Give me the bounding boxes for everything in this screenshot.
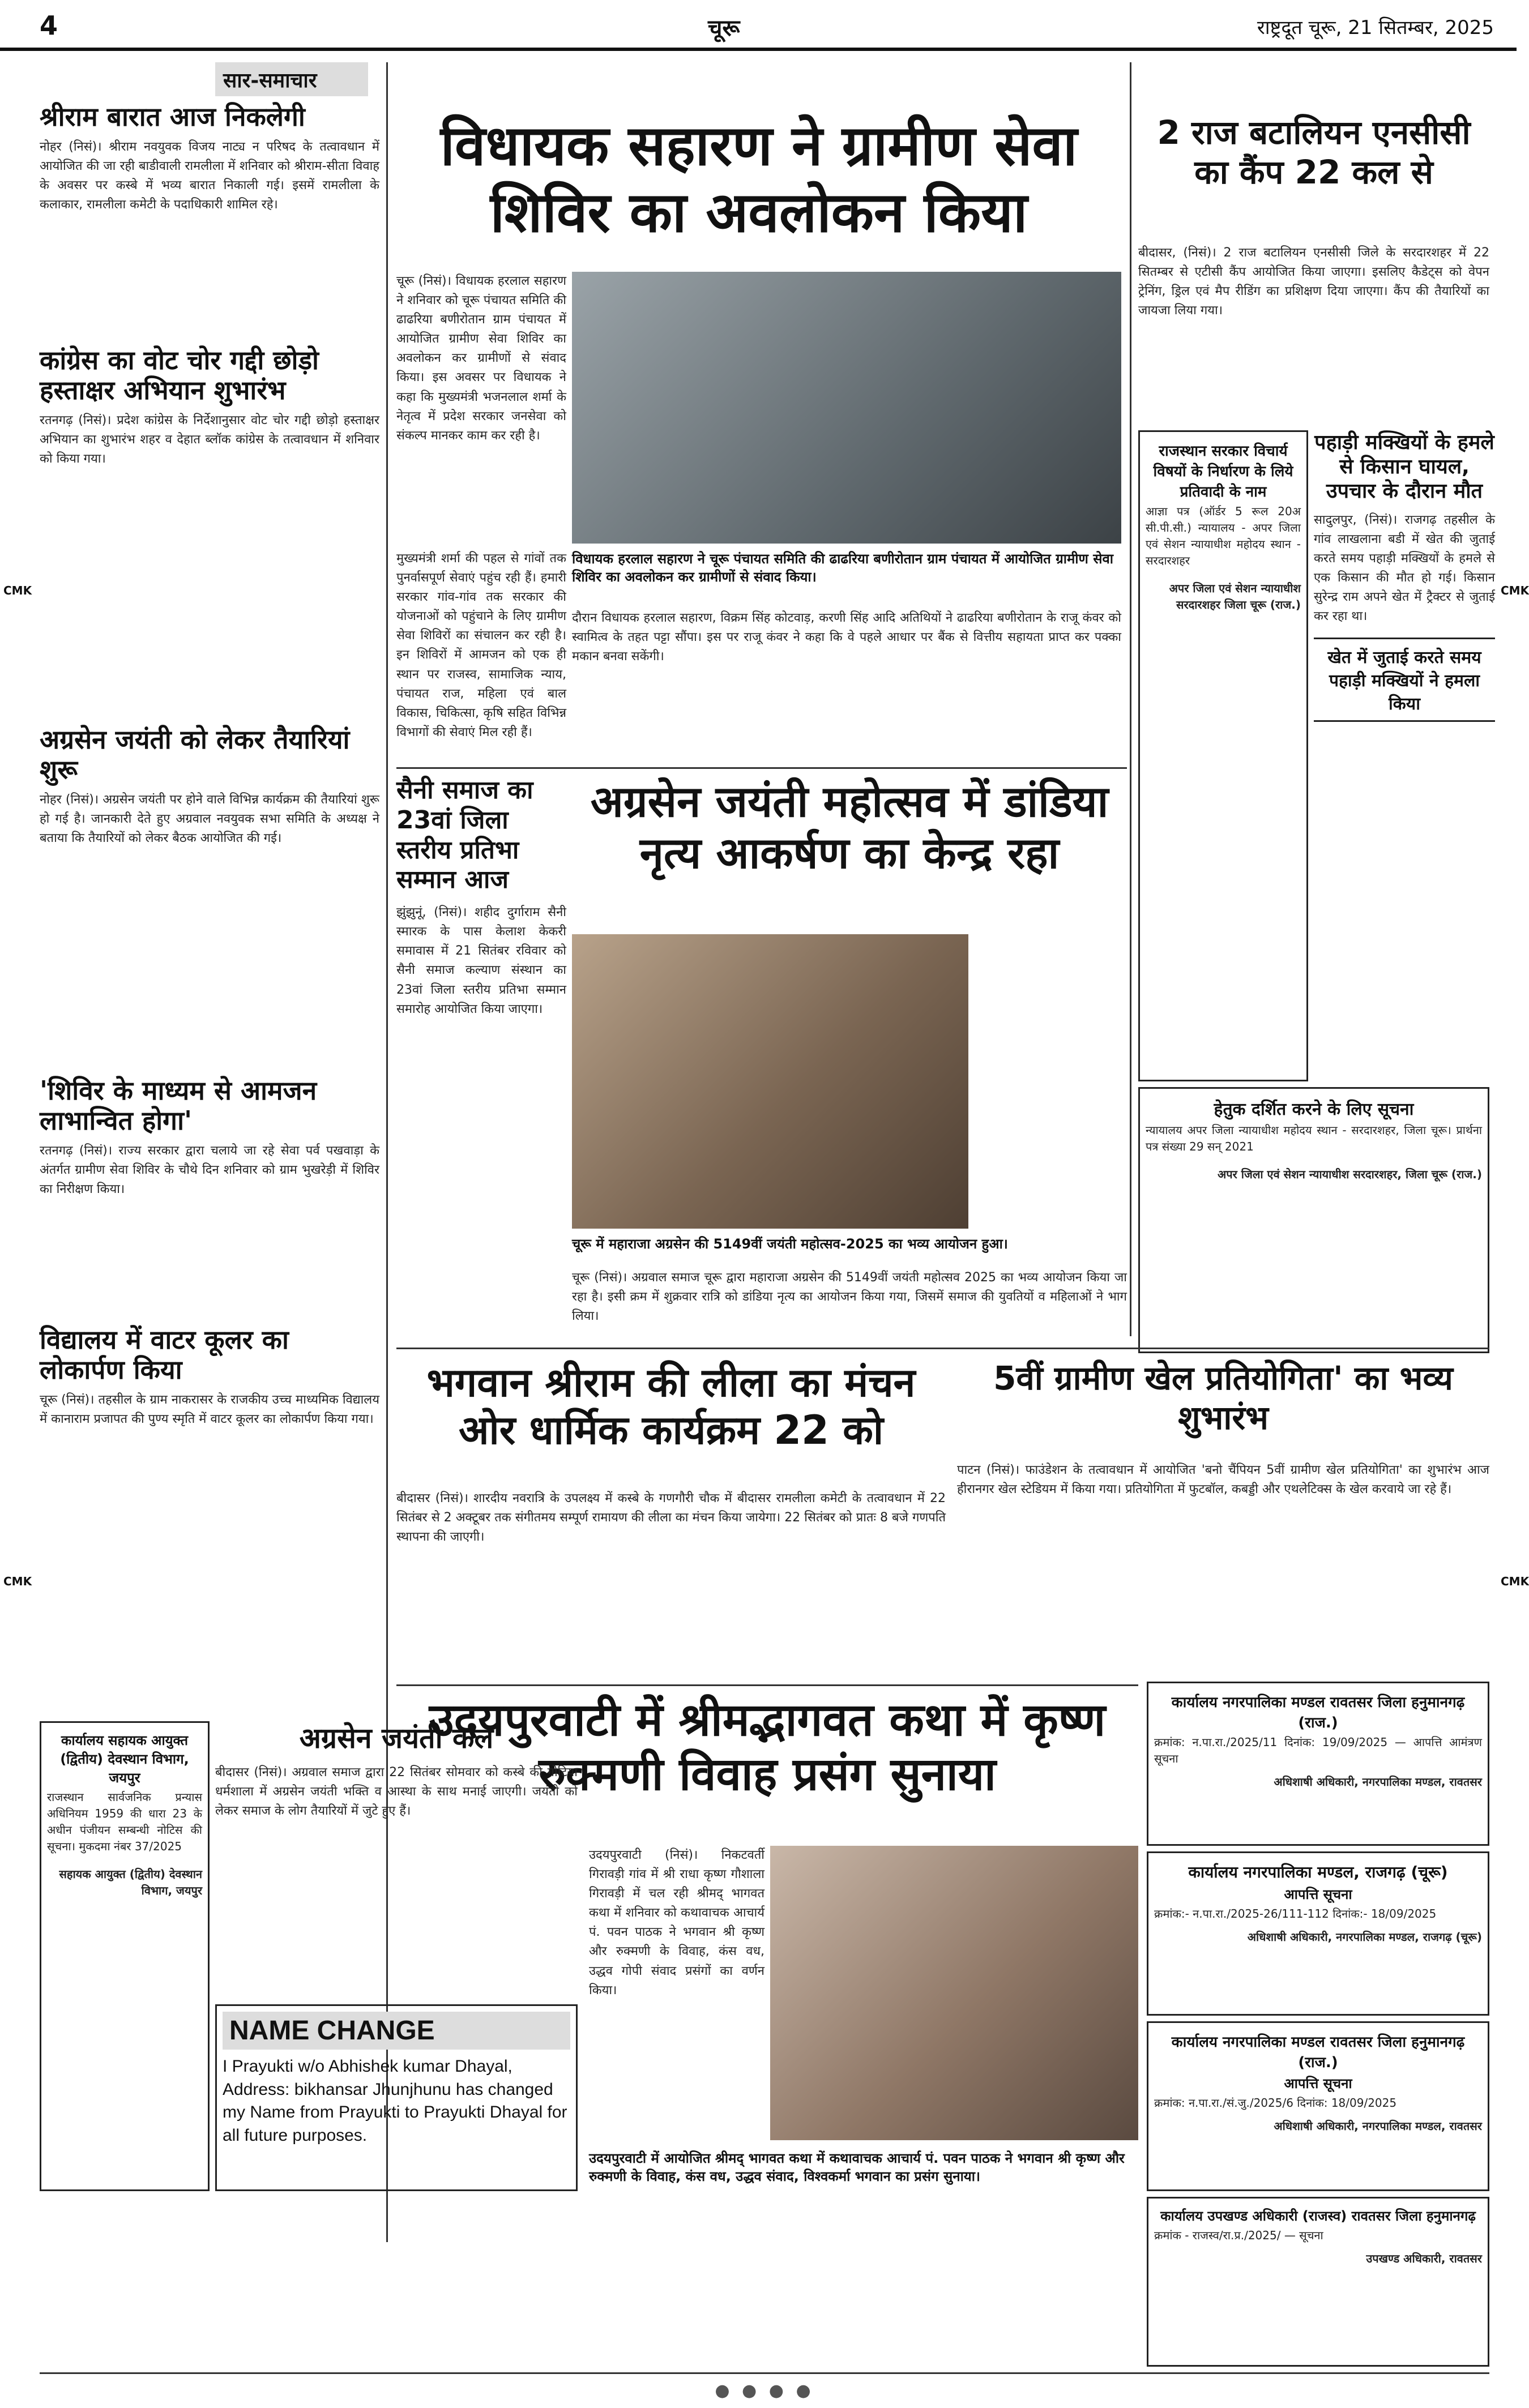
sports-body-text: पाटन (निसं)। फाउंडेशन के तत्वावधान में आयोजित 'बनो चैंपियन 5वीं ग्रामीण खेल प्रतियोगिता' का शुभारंभ आज हीरानगर खेल स्टेडियम में किया गया। प्रतियोगिता में फुटबॉल, कबड्डी और एथलेटिक्स के खेल करवाये जा रहे हैं।: [957, 1463, 1489, 1497]
notice-last: [1147, 2197, 1489, 2367]
notice-sahayak: [40, 1721, 210, 2191]
notice-body: आज्ञा पत्र (ऑर्डर 5 रूल 20अ सी.पी.सी.) न्यायालय - अपर जिला एवं सेशन न्यायाधीश महोदय स्थान - सरदारशहर: [1146, 504, 1301, 567]
agrasen-headline-box: [572, 776, 1127, 929]
honey-bee-pullquote: [1314, 638, 1495, 722]
notice-body: राजस्थान सार्वजनिक प्रन्यास अधिनियम 1959 की धारा 23 के अधीन पंजीयन सम्बन्धी नोटिस की सूचना। मुकदमा नंबर 37/2025: [47, 1790, 202, 1853]
saini-story: [396, 776, 566, 1342]
notice-hanumangarh: [1147, 1682, 1489, 1846]
sports-body: [957, 1461, 1489, 1676]
column-divider: [1130, 62, 1131, 1336]
agrasen-kal-story: [215, 1721, 578, 1993]
story-agrasen-preparations: [40, 725, 379, 1064]
notice-sign: उपखण्ड अधिकारी, रावतसर: [1366, 2252, 1482, 2265]
row-divider: [396, 767, 1127, 769]
ncc-headline-box: [1138, 113, 1489, 238]
page-number: 4: [40, 10, 58, 41]
pullquote-text: खेत में जुताई करते समय पहाड़ी मक्खियों ने हमला किया: [1327, 648, 1481, 715]
agrasen-photo: [572, 934, 968, 1229]
notice-sign: अपर जिला एवं सेशन न्यायाधीश सरदारशहर, जिला चूरू (राज.): [1218, 1167, 1482, 1181]
name-change-ad: [215, 2004, 578, 2191]
name-change-text: I Prayukti w/o Abhishek kumar Dhayal, Address: bikhansar Jhunjhunu has changed my Name from Prayukti to Prayukti Dhayal for all future purposes.: [223, 2057, 567, 2145]
notice-hanumangarh-2: [1147, 2021, 1489, 2191]
paper-name: चूरू: [708, 15, 740, 41]
notice-title: कार्यालय नगरपालिका मण्डल रावतसर जिला हनुमानगढ़ (राज.): [1171, 1694, 1465, 1731]
honey-bee-headline: पहाड़ी मक्खियों के हमले से किसान घायल, उपचार के दौरान मौत: [1314, 431, 1494, 503]
notice-rajgarh: [1147, 1851, 1489, 2016]
story-body: चूरू (निसं)। तहसील के ग्राम नाकरासर के राजकीय उच्च माध्यमिक विद्यालय में कानाराम प्रजापत की पुण्य स्मृति में वाटर कूलर का लोकार्पण किया गया।: [40, 1392, 379, 1426]
left-margin-mark: CMK: [3, 584, 32, 597]
story-title: श्रीराम बारात आज निकलेगी: [40, 101, 305, 132]
agrasen-body: [572, 1268, 1127, 1342]
notice-body: न्यायालय अपर जिला न्यायाधीश महोदय स्थान - सरदारशहर, जिला चूरू। प्रार्थना पत्र संख्या 29 सन् 2021: [1146, 1123, 1482, 1153]
notice-sign: अपर जिला एवं सेशन न्यायाधीश सरदारशहर जिला चूरू (राज.): [1169, 581, 1301, 611]
lead-body-text-3: दौरान विधायक हरलाल सहारण, विक्रम सिंह कोटवाड़, करणी सिंह आदि अतिथियों ने ढाढरिया बणीरोतान के राजू कंवर को स्वामित्व के तहत पट्टा सौंपा। इस पर राजू कंवर ने कहा कि वे पहले आधार पर बैंक से वित्तीय सहायता प्राप्त कर पक्का मकान बनवा सकेंगी।: [572, 611, 1121, 664]
honey-bee-body: सादुलपुर, (निसं)। राजगढ़ तहसील के गांव लाखलाना बडी में खेत की जुताई करते समय पहाड़ी मक्खियों के हमले से एक किसान की मौत हो गई। किसान सुरेन्द्र राम अपने खेत में ट्रैक्टर से जुताई कर रहा था।: [1314, 512, 1495, 624]
notice-title: कार्यालय उपखण्ड अधिकारी (राजस्व) रावतसर जिला हनुमानगढ़: [1160, 2208, 1476, 2224]
bhagwat-body-text: उदयपुरवाटी (निसं)। निकटवर्ती गिरावड़ी गांव में श्री राधा कृष्ण गौशाला गिरावड़ी में चल रही श्रीमद् भागवत कथा में शनिवार को कथावाचक आचार्य पं. पवन पाठक ने भगवान श्री कृष्ण और रुक्मणी के विवाह, कंस वध, उद्धव गोपी संवाद प्रसंगों का वर्णन किया।: [589, 1848, 764, 1998]
name-change-title: NAME CHANGE: [223, 2012, 570, 2050]
page-header: [0, 0, 1517, 51]
notice-title: हेतुक दर्शित करने के लिए सूचना: [1214, 1100, 1414, 1119]
story-title: कांग्रेस का वोट चोर गद्दी छोड़ो हस्ताक्षर अभियान शुभारंभ: [40, 345, 319, 405]
story-body: रतनगढ़ (निसं)। प्रदेश कांग्रेस के निर्देशानुसार वोट चोर गद्दी छोड़ो हस्ताक्षर अभियान का शुभारंभ शहर व देहात ब्लॉक कांग्रेस के तत्वावधान में शनिवार को किया गया।: [40, 413, 379, 466]
bhagwat-headline: उदयपुरवाटी में श्रीमद्भागवत कथा में कृष्ण रुक्मणी विवाह प्रसंग सुनाया: [429, 1693, 1106, 1800]
notice-title: कार्यालय सहायक आयुक्त (द्वितीय) देवस्थान विभाग, जयपुर: [60, 1733, 189, 1786]
ncc-body: [1138, 243, 1489, 430]
agrasen-body-text: चूरू (निसं)। अग्रवाल समाज चूरू द्वारा महाराजा अग्रसेन की 5149वीं जयंती महोत्सव 2025 का भव्य आयोजन किया जा रहा है। इसी क्रम में शुक्रवार रात्रि को डांडिया नृत्य का आयोजन किया गया, जिसमें समाज की युवतियों व महिलाओं ने भाग लिया।: [572, 1271, 1127, 1324]
lead-body-text-2: मुख्यमंत्री शर्मा की पहल से गांवों तक पुनर्वासपूर्ण सेवाएं पहुंच रही हैं। हमारी सरकार गांव-गांव तक सरकार की योजनाओं को पहुंचाने के लिए ग्रामीण सेवा शिविरों का संचालन कर रही है। इन शिविरों में आमजन को एक ही स्थान पर राजस्व, सामाजिक न्याय, पंचायत राज, महिला एवं बाल विकास, चिकित्सा, कृषि सहित विभिन्न विभागों की सेवाएं मिल रही हैं।: [396, 551, 566, 739]
bhagwat-caption: उदयपुरवाटी में आयोजित श्रीमद् भागवत कथा में कथावाचक आचार्य पं. पवन पाठक ने भगवान श्री कृष्ण और रुक्मणी के विवाह, कंस वध, उद्धव संवाद, विश्वकर्मा भगवान का प्रसंग सुनाया।: [589, 2150, 1125, 2185]
notice-title: कार्यालय नगरपालिका मण्डल, राजगढ़ (चूरू): [1188, 1863, 1448, 1881]
story-congress: [40, 345, 379, 713]
ramleela-body: [396, 1489, 946, 1676]
bhagwat-photo: [770, 1846, 1138, 2140]
lead-body-3: [572, 609, 1121, 762]
section-label-text: सार-समाचार: [223, 69, 317, 92]
lead-caption-box: [572, 546, 1121, 603]
notice-body: क्रमांक: न.पा.रा./2025/11 दिनांक: 19/09/2025 — आपत्ति आमंत्रण सूचना: [1154, 1735, 1482, 1765]
notice-sarkar: [1138, 430, 1308, 1081]
notice-sign: अधिशाषी अधिकारी, नगरपालिका मण्डल, रावतसर: [1274, 2119, 1482, 2133]
notice-sign: अधिशाषी अधिकारी, नगरपालिका मण्डल, राजगढ़ (चूरू): [1247, 1930, 1482, 1944]
row-divider: [396, 1684, 1138, 1686]
lead-headline: विधायक सहारण ने ग्रामीण सेवा शिविर का अवलोकन किया: [440, 114, 1078, 245]
ncc-headline: 2 राज बटालियन एनसीसी का कैंप 22 कल से: [1157, 113, 1471, 191]
agrasen-caption: चूरू में महाराजा अग्रसेन की 5149वीं जयंती महोत्सव-2025 का भव्य आयोजन हुआ।: [572, 1236, 1008, 1252]
story-shivir: [40, 1076, 379, 1314]
right-margin-mark: CMK: [1501, 584, 1529, 597]
left-margin-mark-2: CMK: [3, 1575, 32, 1588]
lead-caption: विधायक हरलाल सहारण ने चूरू पंचायत समिति की ढाढरिया बणीरोतान ग्राम पंचायत में आयोजित ग्रामीण सेवा शिविर का अवलोकन कर ग्रामीणों से संवाद किया।: [572, 551, 1114, 585]
sports-headline-box: [957, 1359, 1489, 1455]
story-body: नोहर (निसं)। श्रीराम नवयुवक विजय नाट्य न परिषद के तत्वावधान में आयोजित की जा रही बाडीवाली रामलीला में शनिवार को श्रीराम-सीता विवाह के अवसर पर कस्बे में भव्य बारात निकाली गई। इसमें रामलीला के कलाकार, रामलीला कमेटी के पदाधिकारी शामिल रहे।: [40, 139, 379, 212]
row-divider: [396, 1348, 1489, 1349]
lead-body-text: चूरू (निसं)। विधायक हरलाल सहारण ने शनिवार को चूरू पंचायत समिति की ढाढरिया बणीरोतान ग्राम पंचायत में आयोजित ग्रामीण सेवा शिविर का अवलोकन कर ग्रामीणों से संवाद किया। इस अवसर पर विधायक ने कहा कि मुख्यमंत्री भजनलाल शर्मा के नेतृत्व में प्रदेश सरकार जनसेवा को संकल्प मानकर काम कर रही है।: [396, 274, 566, 443]
notice-title: कार्यालय नगरपालिका मण्डल रावतसर जिला हनुमानगढ़ (राज.): [1171, 2034, 1465, 2071]
notice-subtitle: आपत्ति सूचना: [1284, 2076, 1352, 2092]
honey-bee-story: [1314, 430, 1495, 1081]
saini-body: झुंझुनूं, (निसं)। शहीद दुर्गाराम सैनी स्मारक के पास केलाश केकरी समावास में 21 सितंबर रविवार को सैनी समाज कल्याण संस्थान का 23वां जिला स्तरीय प्रतिभा सम्मान समारोह आयोजित किया जाएगा।: [396, 905, 566, 1016]
story-water-cooler: [40, 1325, 379, 1540]
story-title: विद्यालय में वाटर कूलर का लोकार्पण किया: [40, 1324, 289, 1385]
lead-photo: [572, 272, 1121, 544]
section-label: [215, 62, 368, 96]
story-ram-barat: [40, 102, 379, 334]
notice-subtitle: आपत्ति सूचना: [1284, 1887, 1352, 1902]
edition-date: राष्ट्रदूत चूरू, 21 सितम्बर, 2025: [1257, 16, 1494, 39]
saini-headline: सैनी समाज का 23वां जिला स्तरीय प्रतिभा सम्मान आज: [396, 776, 533, 895]
lead-body-1: [396, 272, 566, 544]
notice-hetuk: [1138, 1087, 1489, 1353]
footer-rule: [40, 2372, 1489, 2374]
sports-headline: 5वीं ग्रामीण खेल प्रतियोगिता' का भव्य शुभारंभ: [993, 1359, 1453, 1437]
left-column: [40, 102, 379, 1529]
story-title: अग्रसेन जयंती को लेकर तैयारियां शुरू: [40, 724, 350, 785]
story-title: 'शिविर के माध्यम से आमजन लाभान्वित होगा': [40, 1075, 317, 1136]
right-margin-mark-2: CMK: [1501, 1575, 1529, 1588]
lead-headline-box: [396, 113, 1121, 260]
ramleela-body-text: बीदासर (निसं)। शारदीय नवरात्रि के उपलक्ष्य में कस्बे के गणगौरी चौक में बीदासर रामलीला कमेटी के तत्वावधान में 22 सितंबर से 2 अक्टूबर तक संगीतमय सम्पूर्ण रामायण की लीला का मंचन किया जायेगा। 22 सितंबर को प्रातः 8 बजे गणपति स्थापना की जाएगी।: [396, 1491, 946, 1545]
footer-dots: ● ● ● ●: [715, 2381, 814, 2401]
ramleela-headline-box: [396, 1359, 946, 1483]
story-body: रतनगढ़ (निसं)। राज्य सरकार द्वारा चलाये जा रहे सेवा पर्व पखवाड़ा के अंतर्गत ग्रामीण सेवा शिविर के चौथे दिन शनिवार को ग्राम भुखरेड़ी में शिविर का निरीक्षण किया।: [40, 1143, 379, 1196]
bhagwat-caption-box: [589, 2146, 1138, 2191]
lead-body-2: [396, 549, 566, 764]
notice-sign: सहायक आयुक्त (द्वितीय) देवस्थान विभाग, जयपुर: [59, 1867, 202, 1897]
notice-body: क्रमांक - राजस्व/रा.प्र./2025/ — सूचना: [1154, 2229, 1323, 2242]
agrasen-kal-body: बीदासर (निसं)। अग्रवाल समाज द्वारा 22 सितंबर सोमवार को कस्बे की गोटिया धर्मशाला में अग्रसेन जयंती भक्ति व आस्था के साथ मनाई जाएगी। जयंती को लेकर समाज के लोग तैयारियों में जुटे हुए हैं।: [215, 1765, 578, 1819]
notice-body: क्रमांक: न.पा.रा./सं.जु./2025/6 दिनांक: 18/09/2025: [1154, 2096, 1397, 2110]
story-body: नोहर (निसं)। अग्रसेन जयंती पर होने वाले विभिन्न कार्यक्रम की तैयारियां शुरू हो गई है। जानकारी देते हुए अग्रवाल नवयुवक सभा समिति के अध्यक्ष ने बताया कि तैयारियों को लेकर बैठक आयोजित की गई।: [40, 792, 379, 845]
ncc-body-text: बीदासर, (निसं)। 2 राज बटालियन एनसीसी जिले के सरदारशहर में 22 सितम्बर से एटीसी कैंप आयोजित किया जाएगा। इसलिए कैडेट्स को वेपन ट्रेनिंग, ड्रिल एवं मैप रीडिंग का प्रशिक्षण दिया जाएगा। कैंप की तैयारियों का जायजा लिया गया।: [1138, 246, 1489, 318]
notice-body: क्रमांक:- न.पा.रा./2025-26/111-112 दिनांक:- 18/09/2025: [1154, 1907, 1437, 1921]
agrasen-headline: अग्रसेन जयंती महोत्सव में डांडिया नृत्य आकर्षण का केन्द्र रहा: [590, 776, 1109, 879]
notice-title: राजस्थान सरकार विचार्य विषयों के निर्धारण के लिये प्रतिवादी के नाम: [1153, 443, 1293, 501]
agrasen-caption-box: [572, 1231, 1127, 1265]
notice-sign: अधिशाषी अधिकारी, नगरपालिका मण्डल, रावतसर: [1274, 1775, 1482, 1789]
bhagwat-body: [589, 1846, 764, 2140]
agrasen-kal-headline: अग्रसेन जयंती कल: [299, 1722, 494, 1755]
ramleela-headline: भगवान श्रीराम की लीला का मंचन ओर धार्मिक कार्यक्रम 22 को: [426, 1359, 916, 1453]
